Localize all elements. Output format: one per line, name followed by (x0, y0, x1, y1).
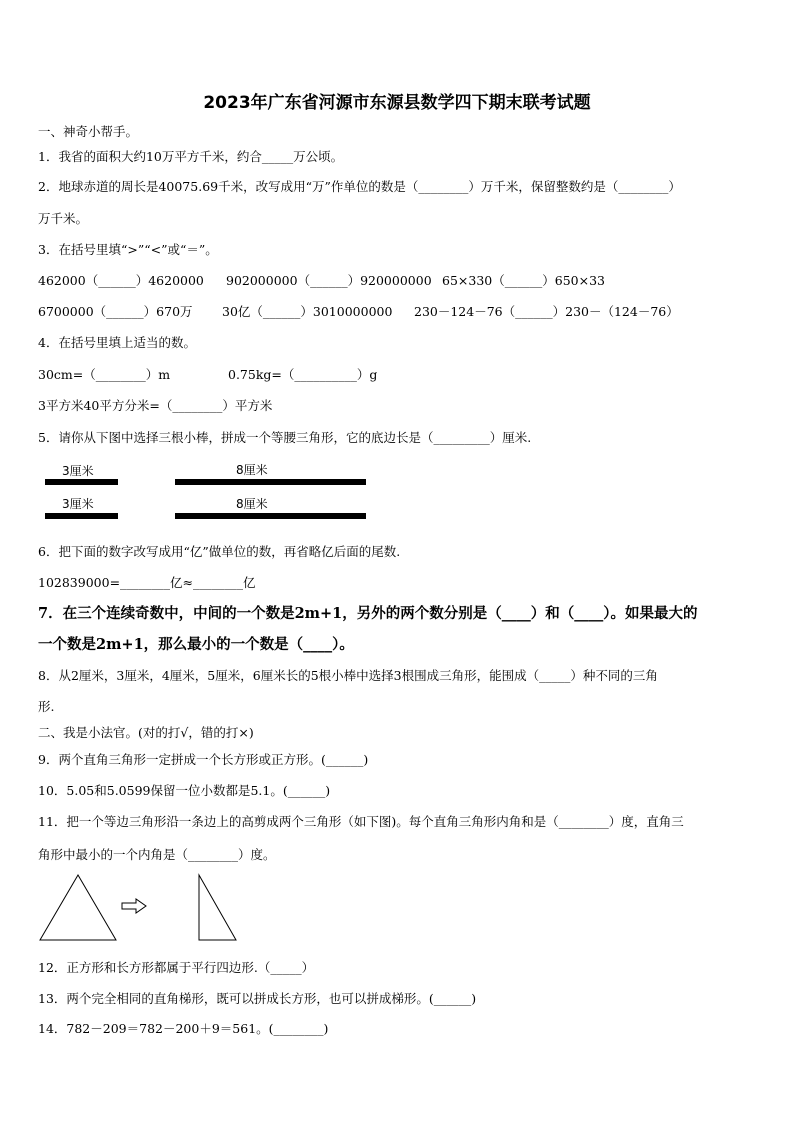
stick-label-8cm-bottom: 8厘米 (236, 497, 268, 511)
question-3: 3．在括号里填“>”“<”或“＝”。 (38, 242, 218, 257)
question-13: 13．两个完全相同的直角梯形，既可以拼成长方形，也可以拼成梯形。(______) (38, 991, 477, 1006)
question-6: 6．把下面的数字改写成用“亿”做单位的数，再省略亿后面的尾数. (38, 544, 401, 559)
question-7-line-1: 7．在三个连续奇数中，中间的一个数是2m+1，另外的两个数分别是（____）和（____）。如果最大的 (38, 605, 698, 622)
question-11-line-2: 角形中最小的一个内角是（________）度。 (38, 847, 276, 862)
stick-8cm-bottom (175, 513, 366, 519)
section-2-heading: 二、我是小法官。(对的打√，错的打×) (38, 725, 254, 740)
question-9: 9．两个直角三角形一定拼成一个长方形或正方形。(______) (38, 752, 369, 767)
question-3-row-1-c: 65×330（______）650×33 (442, 273, 605, 288)
question-4-row-2: 3平方米40平方分米=（________）平方米 (38, 398, 273, 413)
question-8-line-1: 8．从2厘米，3厘米，4厘米，5厘米，6厘米长的5根小棒中选择3根围成三角形，能围成（_____）种不同的三角 (38, 668, 658, 683)
stick-8cm-top (175, 479, 366, 485)
equilateral-triangle (40, 875, 116, 940)
arrow-icon (122, 899, 146, 913)
question-2-line-2: 万千米。 (38, 211, 89, 226)
question-4-row-1-a: 30cm=（________）m (38, 367, 171, 382)
question-3-row-1-b: 902000000（______）920000000 (226, 273, 432, 288)
question-10: 10．5.05和5.0599保留一位小数都是5.1。(______) (38, 783, 331, 798)
triangle-figure (36, 872, 246, 944)
stick-label-8cm-top: 8厘米 (236, 463, 268, 477)
question-7-line-2: 一个数是2m+1，那么最小的一个数是（____）。 (38, 636, 354, 653)
question-3-row-2-c: 230－124－76（______）230－（124－76） (414, 304, 679, 319)
question-6-row: 102839000=________亿≈________亿 (38, 575, 256, 590)
question-3-row-2-a: 6700000（______）670万 (38, 304, 193, 319)
stick-label-3cm-top: 3厘米 (62, 464, 94, 478)
question-2-line-1: 2．地球赤道的周长是40075.69千米，改写成用“万”作单位的数是（________）万千米，保留整数约是（________） (38, 179, 681, 194)
question-11-line-1: 11．把一个等边三角形沿一条边上的高剪成两个三角形（如下图)。每个直角三角形内角和是（________）度，直角三 (38, 814, 684, 829)
question-12: 12．正方形和长方形都属于平行四边形.（_____） (38, 960, 315, 975)
page-title: 2023年广东省河源市东源县数学四下期末联考试题 (203, 93, 591, 113)
question-14: 14．782－209＝782－200＋9＝561。(________) (38, 1021, 329, 1036)
stick-3cm-top (45, 479, 118, 485)
question-3-row-1-a: 462000（______）4620000 (38, 273, 204, 288)
section-1-heading: 一、神奇小帮手。 (38, 124, 139, 139)
question-5: 5．请你从下图中选择三根小棒，拼成一个等腰三角形，它的底边长是（_________）厘米. (38, 430, 532, 445)
question-4-row-1-b: 0.75kg=（__________）g (228, 367, 378, 382)
question-4: 4．在括号里填上适当的数。 (38, 335, 196, 350)
question-1: 1．我省的面积大约10万平方千米，约合_____万公顷。 (38, 149, 344, 164)
stick-3cm-bottom (45, 513, 118, 519)
question-8-line-2: 形. (38, 699, 55, 714)
question-3-row-2-b: 30亿（______）3010000000 (222, 304, 393, 319)
stick-label-3cm-bottom: 3厘米 (62, 497, 94, 511)
right-triangle (199, 875, 236, 940)
